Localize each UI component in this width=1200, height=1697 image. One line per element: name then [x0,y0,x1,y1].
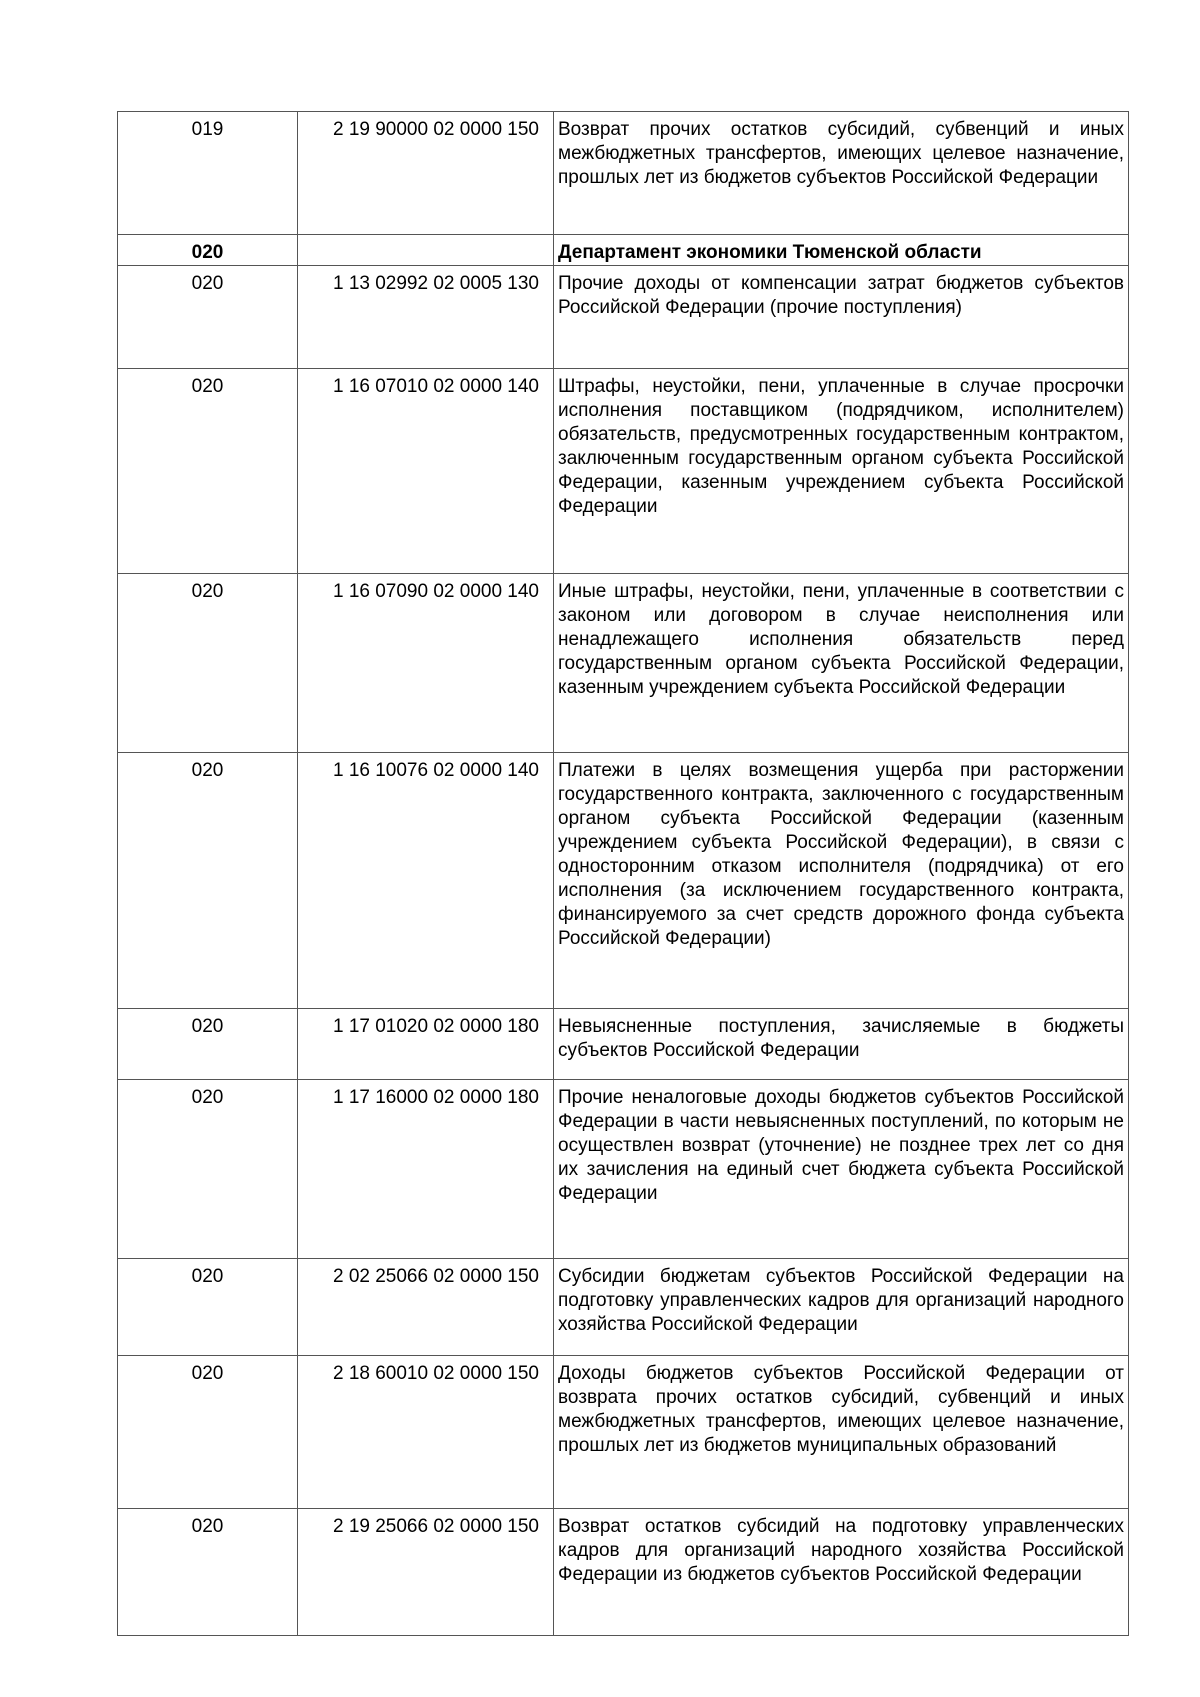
revenue-name-cell: Субсидии бюджетам субъектов Российской Федерации на подготовку управленческих кадров для организаций народного хозяйства Российской Федерации [554,1259,1129,1356]
table-row [118,266,1129,369]
revenue-code-cell: 2 19 90000 02 0000 150 [298,112,554,235]
revenue-code-cell: 1 16 07010 02 0000 140 [298,369,554,574]
table-row [118,1509,1129,1636]
table-row [118,1080,1129,1259]
table-row [118,1259,1129,1356]
revenue-code-cell: 1 17 16000 02 0000 180 [298,1080,554,1259]
revenue-name-cell: Невыясненные поступления, зачисляемые в бюджеты субъектов Российской Федерации [554,1009,1129,1080]
admin-code-cell: 020 [118,1356,298,1509]
table-row [118,369,1129,574]
revenue-name-cell: Возврат прочих остатков субсидий, субвенций и иных межбюджетных трансфертов, имеющих целевое назначение, прошлых лет из бюджетов субъектов Российской Федерации [554,112,1129,235]
revenue-codes-table [117,111,1129,1636]
admin-code-cell: 020 [118,753,298,1009]
admin-code-cell: 019 [118,112,298,235]
revenue-code-cell: 1 17 01020 02 0000 180 [298,1009,554,1080]
revenue-name-cell: Иные штрафы, неустойки, пени, уплаченные в соответствии с законом или договором в случае неисполнения или ненадлежащего исполнения обязательств перед государственным органом субъекта Российской Федерации, казенным учреждением субъекта Российской Федерации [554,574,1129,753]
admin-code-cell: 020 [118,1259,298,1356]
admin-code-cell: 020 [118,1009,298,1080]
revenue-code-cell: 1 16 10076 02 0000 140 [298,753,554,1009]
revenue-name-cell: Платежи в целях возмещения ущерба при расторжении государственного контракта, заключенного с государственным органом субъекта Российской Федерации (казенным учреждением субъекта Российской Федерации), в связи с односторонним отказом исполнителя (подрядчика) от его исполнения (за исключением государственного контракта, финансируемого за счет средств дорожного фонда субъекта Российской Федерации) [554,753,1129,1009]
table-row [118,112,1129,235]
table-row [118,753,1129,1009]
table-row [118,1009,1129,1080]
admin-code-cell: 020 [118,266,298,369]
admin-code-cell: 020 [118,1509,298,1636]
revenue-name-cell: Возврат остатков субсидий на подготовку управленческих кадров для организаций народного хозяйства Российской Федерации из бюджетов субъектов Российской Федерации [554,1509,1129,1636]
revenue-code-cell: 2 19 25066 02 0000 150 [298,1509,554,1636]
admin-code-cell: 020 [118,235,298,266]
revenue-code-cell: 1 16 07090 02 0000 140 [298,574,554,753]
admin-code-cell: 020 [118,369,298,574]
table-row [118,1356,1129,1509]
department-name-cell: Департамент экономики Тюменской области [554,235,1129,266]
revenue-name-cell: Доходы бюджетов субъектов Российской Федерации от возврата прочих остатков субсидий, субвенций и иных межбюджетных трансфертов, имеющих целевое назначение, прошлых лет из бюджетов муниципальных образований [554,1356,1129,1509]
department-header-row [118,235,1129,266]
admin-code-cell: 020 [118,574,298,753]
revenue-code-cell: 1 13 02992 02 0005 130 [298,266,554,369]
revenue-name-cell: Прочие доходы от компенсации затрат бюджетов субъектов Российской Федерации (прочие поступления) [554,266,1129,369]
revenue-name-cell: Штрафы, неустойки, пени, уплаченные в случае просрочки исполнения поставщиком (подрядчиком, исполнителем) обязательств, предусмотренных государственным контрактом, заключенным государственным органом субъекта Российской Федерации, казенным учреждением субъекта Российской Федерации [554,369,1129,574]
table-row [118,574,1129,753]
admin-code-cell: 020 [118,1080,298,1259]
revenue-code-cell: 2 02 25066 02 0000 150 [298,1259,554,1356]
revenue-code-cell: 2 18 60010 02 0000 150 [298,1356,554,1509]
revenue-code-cell [298,235,554,266]
revenue-name-cell: Прочие неналоговые доходы бюджетов субъектов Российской Федерации в части невыясненных поступлений, по которым не осуществлен возврат (уточнение) не позднее трех лет со дня их зачисления на единый счет бюджета субъекта Российской Федерации [554,1080,1129,1259]
